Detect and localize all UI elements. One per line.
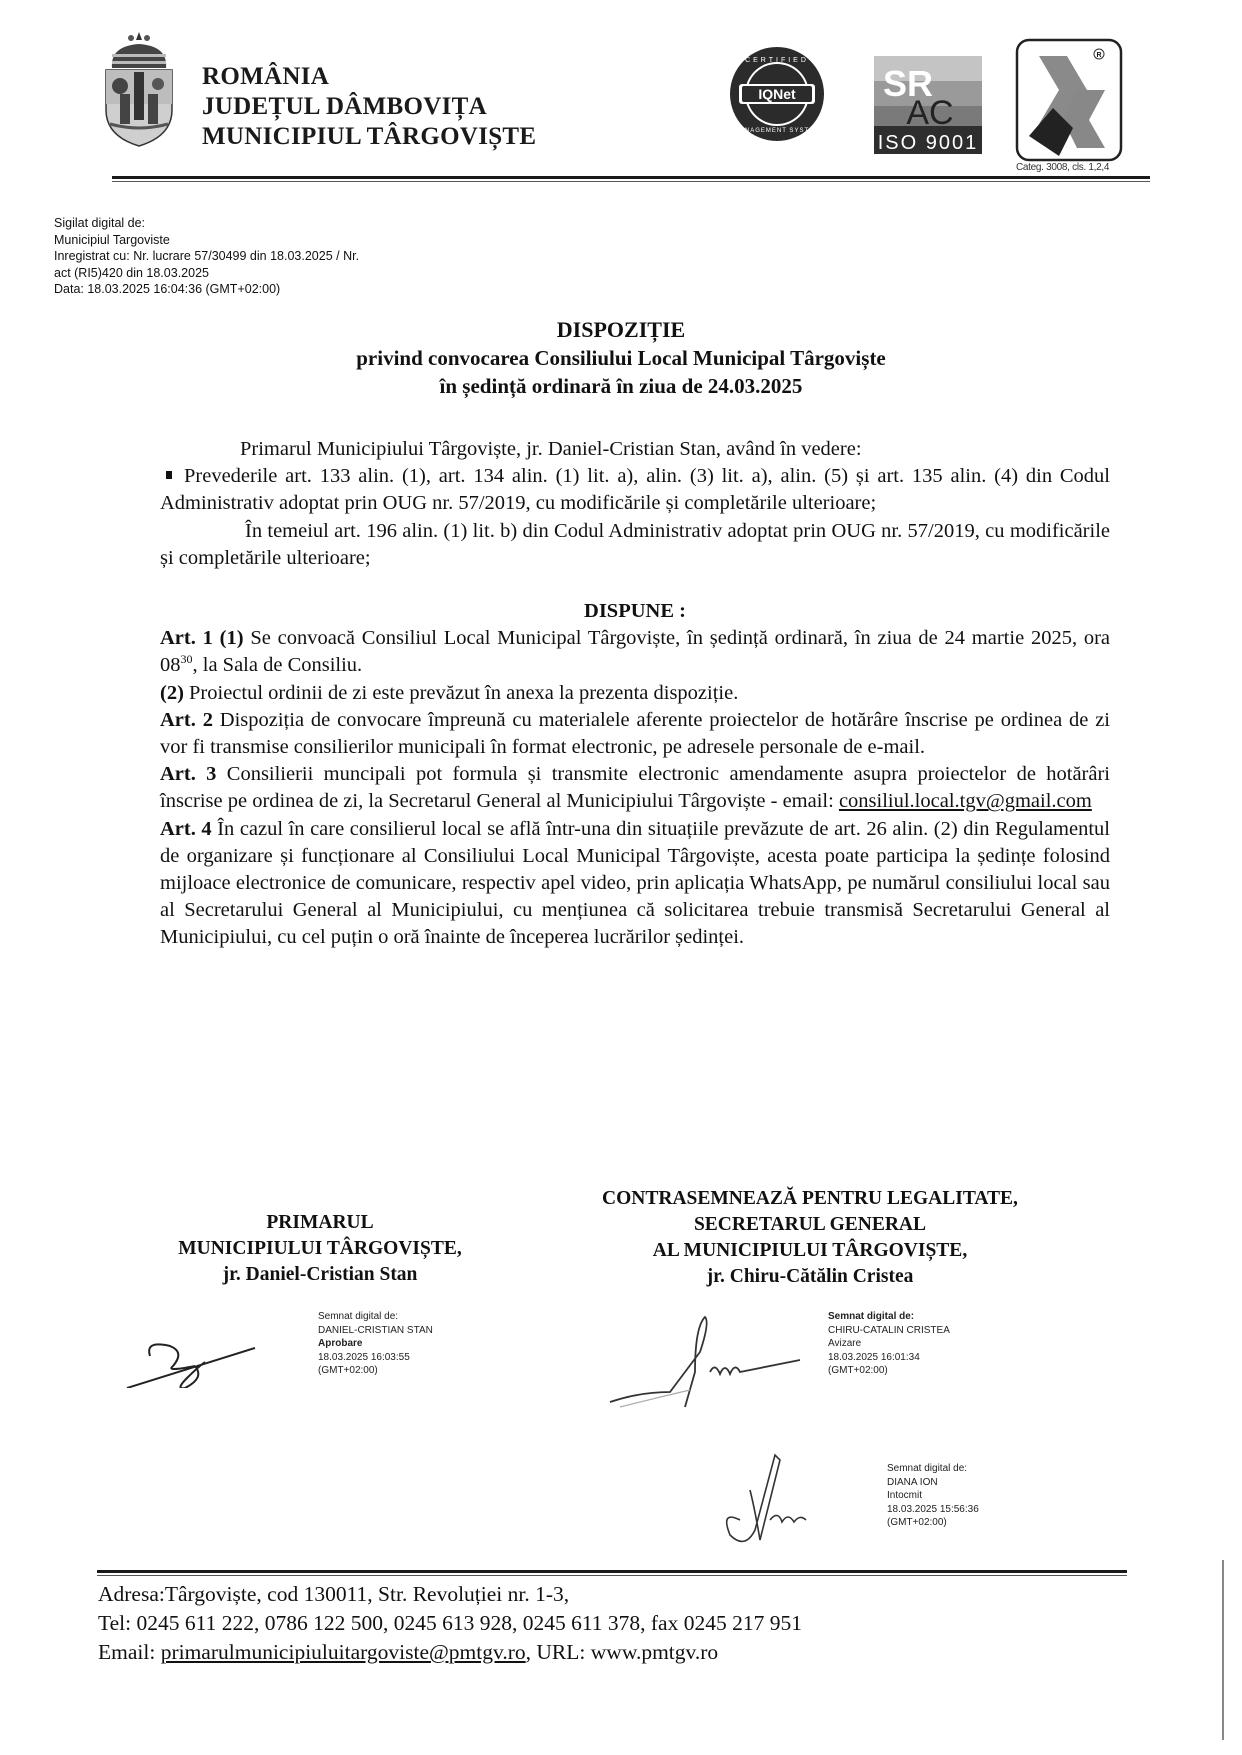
header-divider — [112, 176, 1150, 179]
dsig-line: 18.03.2025 15:56:36 — [887, 1503, 979, 1515]
article-2-label: Art. 2 — [160, 708, 213, 731]
secretary-countersign: CONTRASEMNEAZĂ PENTRU LEGALITATE, — [602, 1188, 1018, 1209]
time-superscript: 30 — [180, 652, 193, 667]
seal-line: Sigilat digital de: — [54, 216, 146, 230]
preparer-handwritten-signature-icon — [710, 1450, 825, 1550]
dsig-line: Semnat digital de: — [828, 1311, 915, 1322]
dsig-line: Intocmit — [887, 1490, 923, 1501]
document-title: DISPOZIȚIE — [556, 317, 686, 342]
preamble-basis: În temeiul art. 196 alin. (1) lit. b) din Codul Administrativ adoptat prin OUG nr. 57/2019, cu modificările și completările ulterioare; — [160, 519, 1110, 569]
svg-text:SR: SR — [882, 63, 934, 104]
article-4-text: În cazul în care consilierul local se află într-una din situațiile prevăzute de art. 26 alin. (2) din Regulamentul de organizare și funcționare al Consiliului Local Municipal Târgoviște, acesta poate participa la ședințe folosind mijloace electronice de comunicare, respectiv apel video, prin aplicația WhatsApp, pe numărul consiliului local sau al Secretarului General al Municipiului, cu mențiunea că solicitarea trebuie transmisă Secretarului General al Municipiului, cu cel puțin o oră înainte de începerea lucrărilor ședinței. — [160, 817, 1110, 949]
header-divider-thin — [112, 181, 1150, 182]
dsig-line: Avizare — [828, 1338, 862, 1349]
article-1-para-1-tail: , la Sala de Consiliu. — [192, 654, 363, 677]
svg-text:ISO 9001: ISO 9001 — [877, 132, 979, 154]
dsig-line: (GMT+02:00) — [318, 1365, 378, 1376]
preamble-bullet-text: Prevederile art. 133 alin. (1), art. 134 alin. (1) lit. a), alin. (3) lit. a), alin. (5) și art. 135 alin. (4) din Codul Administrativ adoptat prin OUG nr. 57/2019, cu modificările și completările ulterioare; — [160, 465, 1110, 515]
iqnet-certified-logo-icon — [727, 44, 827, 144]
article-1-para-1-text: Se convoacă Consiliul Local Municipal Târgoviște, în ședință ordinară, în ziua de 24 martie 2025, ora 08 — [160, 627, 1111, 677]
article-3-text: Consilierii muncipali pot formula și transmite electronic amendamente asupra proiectelor de hotărâri înscrise pe ordinea de zi, la Secretarul General al Municipiului Târgoviște - email: — [160, 763, 1110, 813]
footer-email-line — [98, 1638, 802, 1667]
seal-line: act (RI5)420 din 18.03.2025 — [54, 265, 209, 280]
article-1-para-2 — [160, 680, 1110, 707]
footer-url-label: , URL: — [525, 1640, 591, 1664]
header-county: JUDEȚUL DÂMBOVIȚA — [202, 93, 487, 120]
dsig-line: (GMT+02:00) — [887, 1517, 947, 1528]
footer-email-link[interactable]: primarulmunicipiuluitargoviste@pmtgv.ro — [160, 1640, 526, 1664]
dsig-line: 18.03.2025 16:03:55 — [318, 1351, 410, 1363]
dsig-line: DIANA ION — [887, 1476, 938, 1488]
mayor-title: PRIMARUL — [266, 1212, 374, 1233]
article-1-para-1 — [160, 625, 1110, 679]
document-subtitle-2: în ședință ordinară în ziua de 24.03.2025 — [439, 374, 803, 398]
mayor-name: jr. Daniel-Cristian Stan — [222, 1264, 418, 1285]
footer-divider-thin — [97, 1575, 1127, 1576]
mayor-digital-signature — [318, 1310, 433, 1378]
secretary-digital-signature — [828, 1310, 950, 1378]
preamble-bullet — [160, 463, 1110, 517]
svg-text:AC: AC — [906, 94, 954, 132]
dispune-heading: DISPUNE : — [584, 600, 686, 623]
dsig-line: Aprobare — [318, 1338, 363, 1349]
article-3-label: Art. 3 — [160, 763, 217, 786]
coat-of-arms-icon — [100, 28, 178, 148]
article-4-label: Art. 4 — [160, 817, 212, 840]
document-title-block — [0, 316, 1242, 400]
seal-line: Municipiul Targoviste — [54, 232, 170, 247]
dsig-line: Semnat digital de: — [887, 1463, 968, 1474]
article-3 — [160, 761, 1110, 815]
dsig-line: CHIRU-CATALIN CRISTEA — [828, 1324, 950, 1336]
article-1-para-1-label: (1) — [219, 627, 244, 650]
article-2 — [160, 707, 1110, 761]
digital-seal-block — [54, 215, 359, 298]
footer-contact — [98, 1580, 802, 1667]
svg-text:MANAGEMENT SYSTEM: MANAGEMENT SYSTEM — [733, 128, 821, 134]
header-country: ROMÂNIA — [202, 63, 330, 90]
svg-text:CERTIFIED: CERTIFIED — [745, 57, 809, 64]
footer-url-link[interactable]: www.pmtgv.ro — [590, 1640, 719, 1664]
svg-text:IQNet: IQNet — [758, 86, 796, 102]
svg-text:R: R — [1096, 52, 1102, 59]
document-subtitle-1: privind convocarea Consiliului Local Municipal Târgoviște — [356, 346, 886, 370]
secretary-name: jr. Chiru-Cătălin Cristea — [706, 1266, 914, 1287]
srac-iso-9001-logo-icon — [872, 48, 984, 158]
mayor-handwritten-signature-icon — [125, 1318, 260, 1388]
article-1-para-2-label: (2) — [160, 681, 184, 704]
certification-mark-logo-icon — [1015, 38, 1123, 163]
dsig-line: DANIEL-CRISTIAN STAN — [318, 1324, 433, 1336]
footer-phones: Tel: 0245 611 222, 0786 122 500, 0245 613 928, 0245 611 378, fax 0245 217 951 — [98, 1611, 802, 1635]
footer-address: Adresa:Târgoviște, cod 130011, Str. Revoluției nr. 1-3, — [98, 1582, 570, 1606]
dsig-line: (GMT+02:00) — [828, 1365, 888, 1376]
seal-line: Data: 18.03.2025 16:04:36 (GMT+02:00) — [54, 282, 281, 297]
article-4 — [160, 816, 1110, 952]
seal-line: Inregistrat cu: Nr. lucrare 57/30499 din 18.03.2025 / Nr. — [54, 249, 360, 264]
council-email-link[interactable]: consiliul.local.tgv@gmail.com — [838, 790, 1092, 813]
secretary-signature-block — [540, 1186, 1080, 1290]
certification-caption: Categ. 3008, cls. 1,2,4 — [1016, 162, 1110, 173]
institution-header — [202, 62, 536, 152]
document-body — [160, 436, 1110, 952]
preamble-intro: Primarul Municipiului Târgoviște, jr. Daniel-Cristian Stan, având în vedere: — [240, 438, 862, 460]
dsig-line: Semnat digital de: — [318, 1311, 399, 1322]
header-municipality: MUNICIPIUL TÂRGOVIȘTE — [202, 123, 537, 150]
article-1-para-2-text: Proiectul ordinii de zi este prevăzut în anexa la prezenta dispoziție. — [183, 681, 739, 704]
scan-edge-line — [1222, 1560, 1224, 1740]
article-1-label: Art. 1 — [160, 627, 213, 650]
dsig-line: 18.03.2025 16:01:34 — [828, 1351, 920, 1363]
mayor-institution: MUNICIPIULUI TÂRGOVIȘTE, — [178, 1238, 462, 1259]
secretary-handwritten-signature-icon — [600, 1312, 810, 1412]
secretary-institution: AL MUNICIPIULUI TÂRGOVIȘTE, — [652, 1240, 968, 1261]
mayor-signature-block — [155, 1210, 485, 1288]
preparer-digital-signature — [887, 1462, 979, 1530]
footer-email-label: Email: — [98, 1640, 161, 1664]
footer-divider — [97, 1570, 1127, 1573]
article-2-text: Dispoziția de convocare împreună cu materialele aferente proiectelor de hotărâre înscrise pe ordinea de zi vor fi transmise consilierilor municipali în format electronic, pe adresele personale de e-mail. — [160, 708, 1110, 759]
secretary-title: SECRETARUL GENERAL — [693, 1214, 927, 1235]
bullet-icon — [166, 471, 172, 479]
